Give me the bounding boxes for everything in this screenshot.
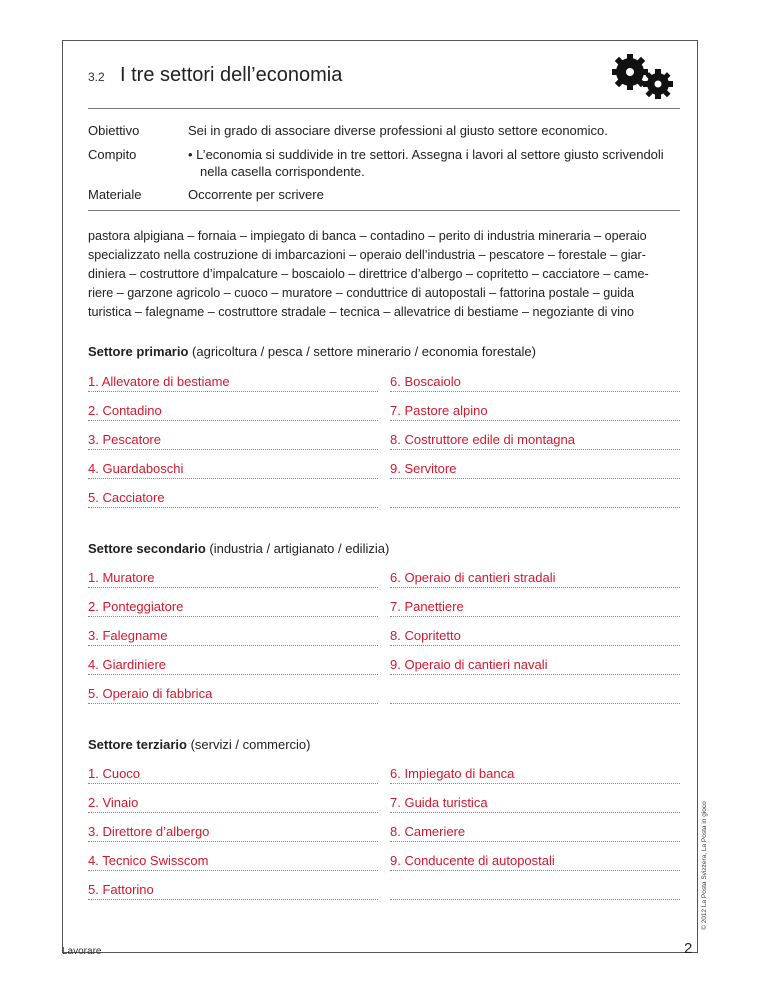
answer-field[interactable]: 6. Impiegato di banca [390,766,680,784]
answer-field[interactable]: 3. Falegname [88,628,378,646]
answer-field[interactable]: 8. Copritetto [390,628,680,646]
answer-field[interactable]: 6. Boscaiolo [390,374,680,392]
answer-field[interactable] [390,490,680,508]
page-number: 2 [684,940,693,957]
word-list-line: specializzato nella costruzione di imbarcazioni – operaio dell’industria – pescatore – forestale – giar- [88,248,646,262]
answer-field[interactable]: 3. Direttore d’albergo [88,824,378,842]
answer-field[interactable] [390,686,680,704]
material-text: Occorrente per scrivere [188,187,324,202]
answer-field[interactable]: 8. Cameriere [390,824,680,842]
section-title-primary [88,344,536,359]
job-word-list [88,227,680,322]
answer-field[interactable]: 6. Operaio di cantieri stradali [390,570,680,588]
answer-field[interactable]: 7. Guida turistica [390,795,680,813]
task-label: Compito [88,147,137,162]
meta-rule [88,210,680,211]
answer-field[interactable]: 3. Pescatore [88,432,378,450]
task-text [188,146,678,180]
answer-field[interactable]: 2. Ponteggiatore [88,599,378,617]
word-list-line: riere – garzone agricolo – cuoco – muratore – conduttrice di autopostali – fattorina postale – guida [88,286,635,300]
copyright-notice: © 2012 La Posta Svizzera, La Posta in gioco [701,801,708,930]
section-subtitle: (servizi / commercio) [186,737,311,752]
answer-field[interactable]: 5. Cacciatore [88,490,378,508]
answer-field[interactable]: 1. Muratore [88,570,378,588]
answer-field[interactable]: 9. Conducente di autopostali [390,853,680,871]
answer-field[interactable]: 9. Servitore [390,461,680,479]
section-title-secondary [88,541,389,556]
section-heading: Settore primario [88,344,189,359]
header-rule [88,108,680,109]
section-heading: Settore terziario [88,737,187,752]
section-heading: Settore secondario [88,541,206,556]
objective-text: Sei in grado di associare diverse professioni al giusto settore economico. [188,123,608,138]
word-list-line: diniera – costruttore d’impalcature – boscaiolo – direttrice d’albergo – copritetto – cacciatore – came- [88,267,649,281]
answer-field[interactable]: 1. Cuoco [88,766,378,784]
word-list-line: turistica – falegname – costruttore stradale – tecnica – allevatrice di bestiame – negoziante di vino [88,305,635,319]
page-title: I tre settori dell’economia [120,64,343,86]
material-label: Materiale [88,187,142,202]
objective-label: Obiettivo [88,123,140,138]
answer-field[interactable]: 7. Panettiere [390,599,680,617]
answer-field[interactable]: 5. Operaio di fabbrica [88,686,378,704]
answer-field[interactable]: 9. Operaio di cantieri navali [390,657,680,675]
section-subtitle: (industria / artigianato / edilizia) [205,541,390,556]
answer-field[interactable]: 4. Giardiniere [88,657,378,675]
answer-field[interactable]: 5. Fattorino [88,882,378,900]
section-subtitle: (agricoltura / pesca / settore minerario / economia forestale) [188,344,536,359]
worksheet-header [88,64,680,104]
task-line-2: nella casella corrispondente. [200,164,365,179]
answer-field[interactable]: 4. Guardaboschi [88,461,378,479]
answer-field[interactable]: 7. Pastore alpino [390,403,680,421]
word-list-line: pastora alpigiana – fornaia – impiegato di banca – contadino – perito di industria mineraria – operaio [88,229,647,243]
answer-field[interactable]: 2. Vinaio [88,795,378,813]
chapter-number: 3.2 [88,70,105,84]
answer-field[interactable]: 8. Costruttore edile di montagna [390,432,680,450]
section-title-tertiary [88,737,311,752]
answer-field[interactable]: 4. Tecnico Swisscom [88,853,378,871]
gears-icon [602,48,682,104]
answer-field[interactable] [390,882,680,900]
footer-label: Lavorare [62,946,102,957]
answer-field[interactable]: 2. Contadino [88,403,378,421]
answer-field[interactable]: 1. Allevatore di bestiame [88,374,378,392]
task-line-1: • L’economia si suddivide in tre settori. Assegna i lavori al settore giusto scrivendoli [188,147,664,162]
